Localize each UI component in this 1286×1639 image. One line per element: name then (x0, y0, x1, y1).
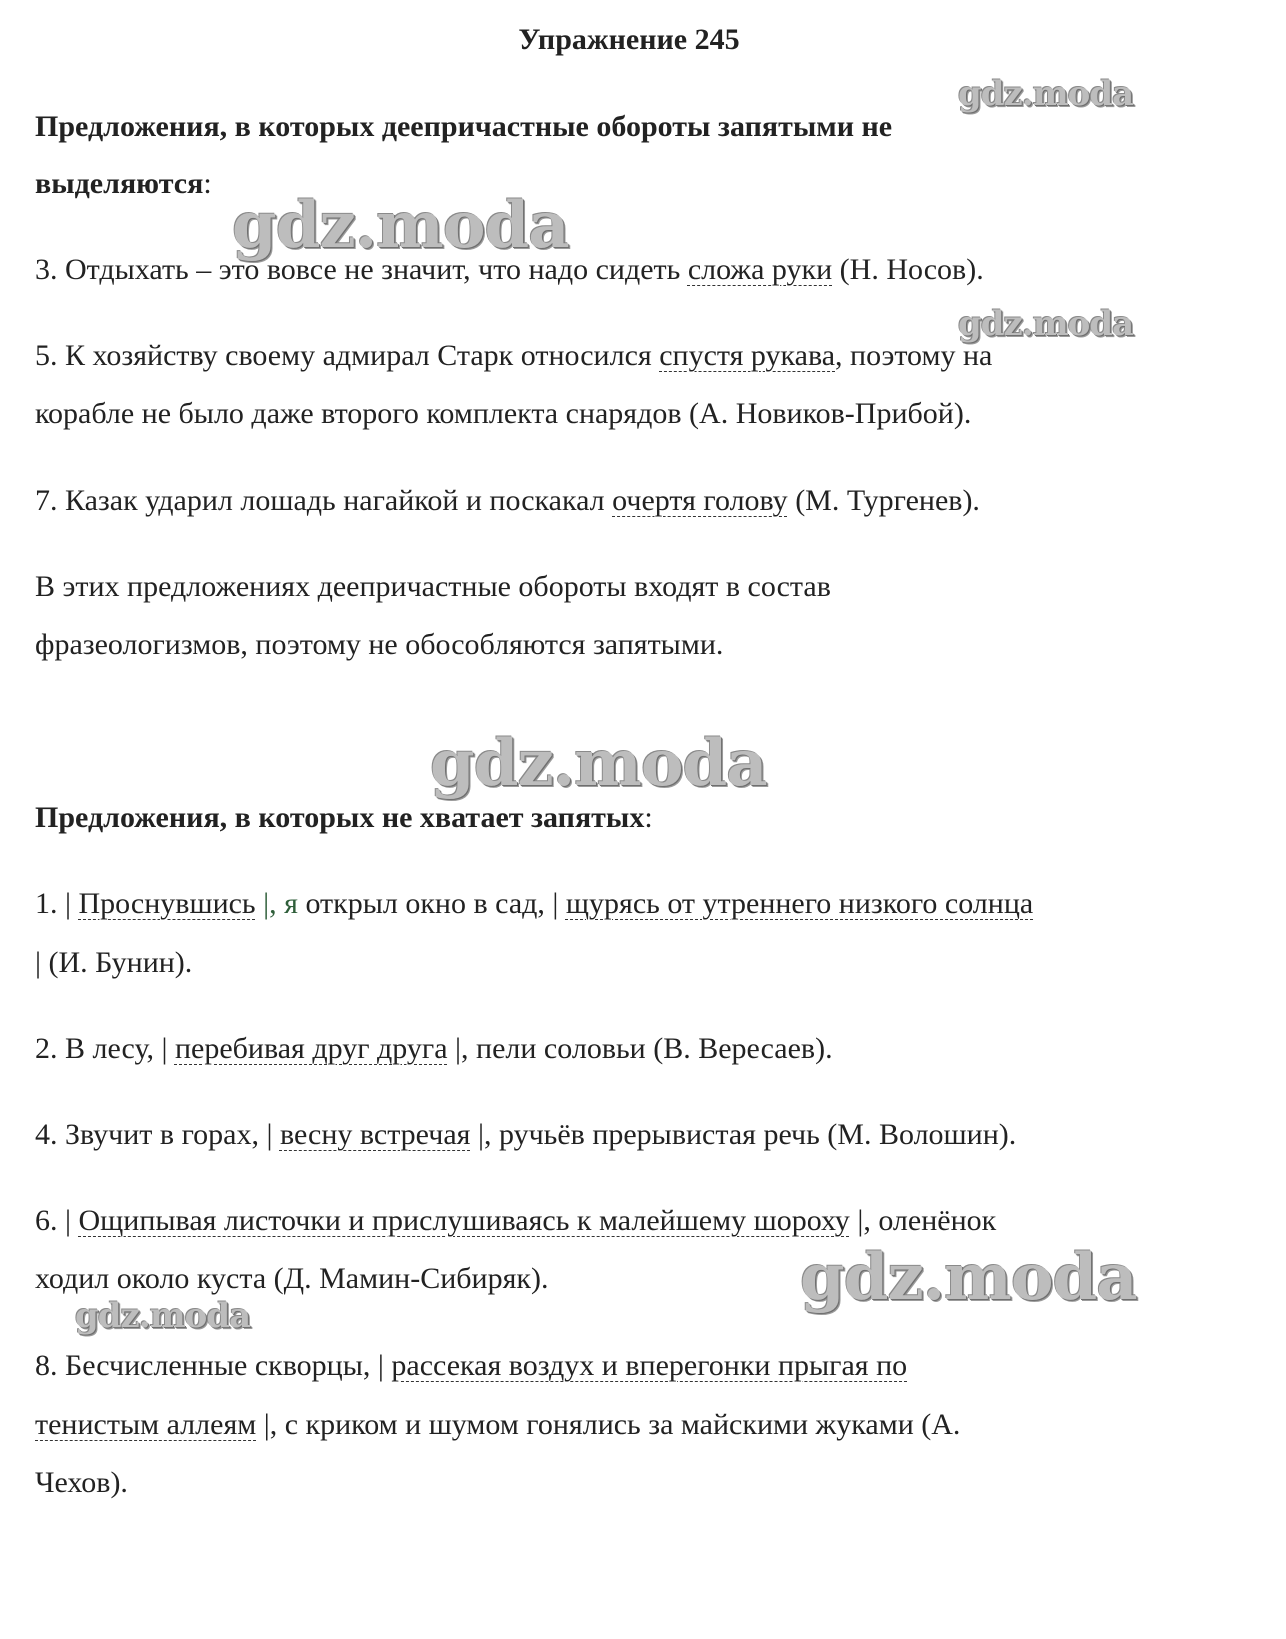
sentence-text: (Н. Носов). (832, 253, 984, 286)
participle-phrase-underlined: весну встречая (279, 1118, 471, 1151)
watermark: gdz.moda (75, 1296, 251, 1336)
idiom-underlined: сложа руки (687, 253, 833, 286)
watermark: gdz.moda (430, 726, 767, 801)
sentence-8 (35, 1348, 907, 1384)
sentence-5-line2: корабле не было даже второго комплекта снарядов (А. Новиков-Прибой). (35, 397, 972, 430)
watermark: gdz.moda (800, 1240, 1137, 1315)
watermark: gdz.moda (958, 74, 1134, 114)
sentence-7 (35, 483, 980, 519)
sentence-text: (М. Тургенев). (787, 484, 980, 517)
section1-heading: Предложения, в которых деепричастные обороты запятыми не (35, 110, 893, 143)
sentence-text: 6. | (35, 1204, 79, 1237)
explanation-line2: фразеологизмов, поэтому не обособляются запятыми. (35, 628, 724, 661)
section1-heading-end: выделяются (35, 167, 204, 200)
idiom-underlined: спустя рукава (659, 339, 836, 372)
sentence-text: |, пели соловьи (В. Вересаев). (447, 1032, 833, 1065)
participle-phrase-underlined: щурясь от утреннего низкого солнца (565, 887, 1034, 920)
sentence-text: 2. В лесу, | (35, 1032, 175, 1065)
section1-heading-line2 (35, 166, 212, 202)
sentence-1 (35, 886, 1033, 922)
sentence-1-line2: | (И. Бунин). (35, 946, 193, 979)
inserted-comma: |, я (255, 887, 298, 920)
sentence-text: |, с криком и шумом гонялись за майскими жуками (А. (256, 1408, 961, 1441)
colon: : (203, 167, 212, 200)
sentence-4 (35, 1117, 1016, 1153)
sentence-text: 5. К хозяйству своему адмирал Старк относился (35, 339, 660, 372)
colon: : (644, 801, 653, 834)
sentence-text: 8. Бесчисленные скворцы, | (35, 1349, 392, 1382)
sentence-text: открыл окно в сад, | (297, 887, 566, 920)
sentence-8-line3: Чехов). (35, 1466, 128, 1499)
sentence-text: |, ручьёв прерывистая речь (М. Волошин). (470, 1118, 1017, 1151)
section2-heading-text: Предложения, в которых не хватает запятых (35, 801, 645, 834)
sentence-text: 7. Казак ударил лошадь нагайкой и поскакал (35, 484, 613, 517)
sentence-text: 1. | (35, 887, 79, 920)
participle-phrase-underlined: Проснувшись (78, 887, 256, 920)
sentence-8-line2 (35, 1407, 960, 1443)
sentence-text: 4. Звучит в горах, | (35, 1118, 280, 1151)
explanation-line1: В этих предложениях деепричастные обороты входят в состав (35, 570, 831, 603)
sentence-text: |, оленёнок (849, 1204, 997, 1237)
watermark: gdz.moda (958, 304, 1134, 344)
section2-heading (35, 800, 653, 836)
participle-phrase-underlined: перебивая друг друга (174, 1032, 448, 1065)
sentence-6-line2: ходил около куста (Д. Мамин-Сибиряк). (35, 1262, 549, 1295)
page-title: Упражнение 245 (518, 23, 740, 56)
sentence-text: 3. Отдыхать – это вовсе не значит, что надо сидеть (35, 253, 688, 286)
sentence-5 (35, 338, 992, 374)
sentence-text: , поэтому на (835, 339, 993, 372)
idiom-underlined: очертя голову (612, 484, 788, 517)
participle-phrase-underlined: Ощипывая листочки и прислушиваясь к малейшему шороху (78, 1204, 850, 1237)
participle-phrase-underlined: рассекая воздух и вперегонки прыгая по (391, 1349, 908, 1382)
sentence-6 (35, 1203, 996, 1239)
sentence-2 (35, 1031, 833, 1067)
participle-phrase-underlined: тенистым аллеям (35, 1408, 257, 1441)
watermark: gdz.moda (232, 188, 569, 263)
